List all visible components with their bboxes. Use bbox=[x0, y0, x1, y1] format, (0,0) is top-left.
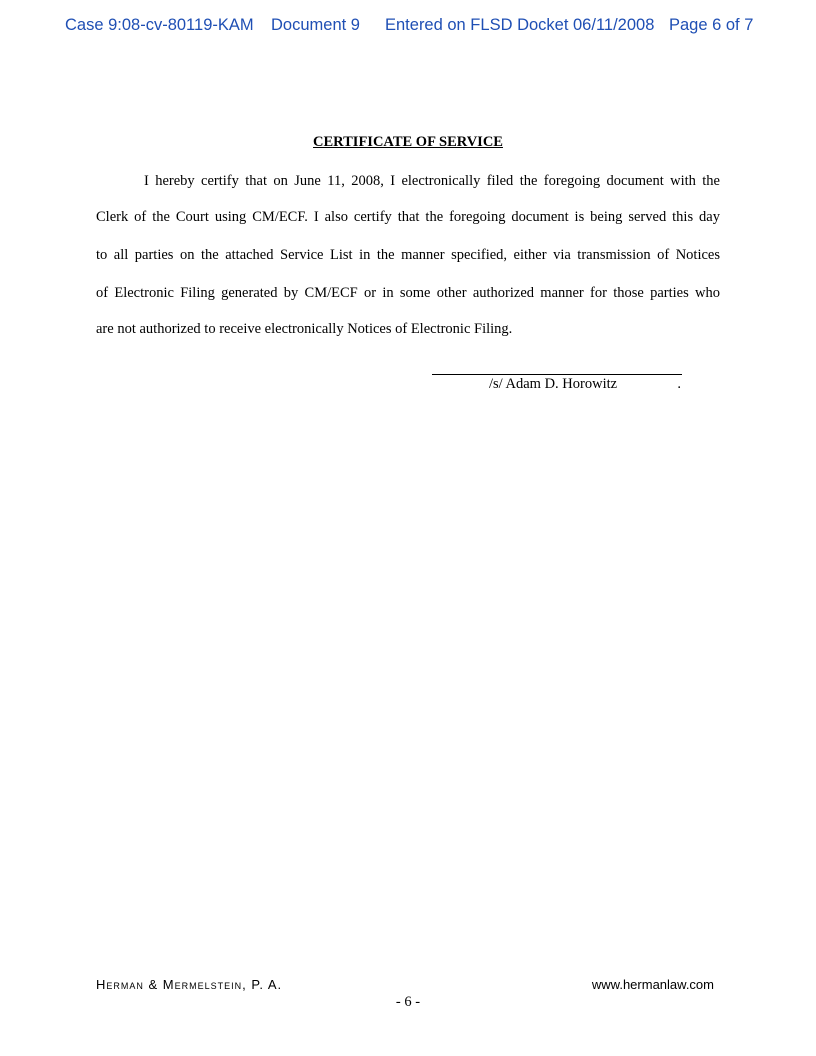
certificate-title: CERTIFICATE OF SERVICE bbox=[313, 134, 503, 150]
certificate-line-4: of Electronic Filing generated by CM/ECF or in some other authorized manner for those parties who bbox=[96, 285, 720, 301]
certificate-line-5: are not authorized to receive electronically Notices of Electronic Filing. bbox=[96, 321, 513, 337]
certificate-line-1: I hereby certify that on June 11, 2008, I electronically filed the foregoing document with the bbox=[144, 173, 720, 189]
ecf-header bbox=[0, 16, 816, 40]
page-count: Page 6 of 7 bbox=[669, 16, 754, 34]
footer-website: www.hermanlaw.com bbox=[591, 977, 714, 992]
docket-entry-date: Entered on FLSD Docket 06/11/2008 bbox=[385, 16, 655, 34]
certificate-line-2: Clerk of the Court using CM/ECF. I also certify that the foregoing document is being served this day bbox=[96, 209, 720, 225]
signature-name: /s/ Adam D. Horowitz bbox=[489, 376, 618, 392]
case-number: Case 9:08-cv-80119-KAM bbox=[65, 16, 254, 34]
signature-period: . bbox=[677, 376, 681, 392]
page-number: - 6 - bbox=[395, 994, 421, 1010]
footer-firm-name: Herman & Mermelstein, P. A. bbox=[96, 977, 283, 992]
document-number: Document 9 bbox=[271, 16, 360, 34]
signature-line bbox=[432, 374, 682, 392]
certificate-line-3: to all parties on the attached Service List in the manner specified, either via transmission of Notices bbox=[96, 247, 720, 263]
